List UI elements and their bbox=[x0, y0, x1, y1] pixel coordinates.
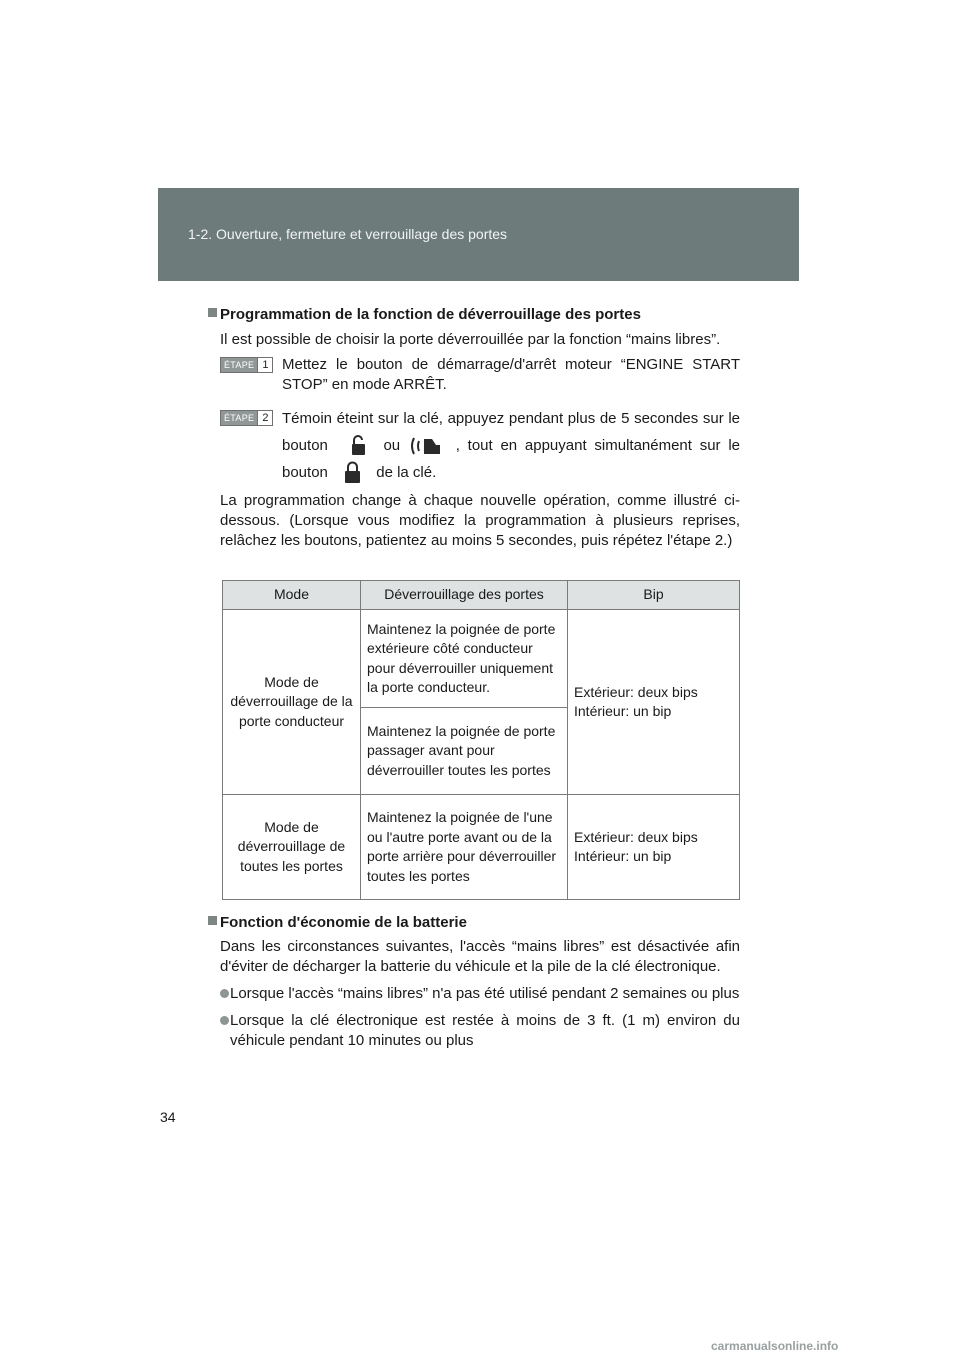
table-cell-unlock: Maintenez la poignée de l'une ou l'autre porte avant ou de la porte arrière pour déverrouiller toutes les portes bbox=[361, 795, 568, 900]
table-row bbox=[223, 795, 740, 900]
programming-note: La programmation change à chaque nouvelle opération, comme illustré ci-dessous. (Lorsque vous modifiez la programmation à plusieurs reprises, relâchez les boutons, patientez au moins 5 secondes, puis répétez l'étape 2.) bbox=[220, 492, 740, 550]
heading-square-icon bbox=[208, 916, 217, 925]
step-1 bbox=[208, 355, 740, 395]
step-badge-2: ÉTAPE 2 bbox=[220, 410, 273, 426]
watermark: carmanualsonline.info bbox=[711, 1339, 839, 1353]
table-cell-mode: Mode de déverrouillage de la porte conducteur bbox=[223, 610, 361, 795]
programming-section bbox=[208, 306, 740, 551]
table-row bbox=[223, 610, 740, 708]
unlock-mode-table bbox=[222, 580, 740, 900]
section-header bbox=[158, 188, 799, 281]
programming-intro: Il est possible de choisir la porte déverrouillée par la fonction “mains libres”. bbox=[220, 331, 721, 348]
step-badge-1: ÉTAPE 1 bbox=[220, 357, 273, 373]
table-cell-unlock: Maintenez la poignée de porte extérieure côté conducteur pour déverrouiller uniquement la porte conducteur. bbox=[361, 610, 568, 708]
list-item: Lorsque l'accès “mains libres” n'a pas été utilisé pendant 2 semaines ou plus bbox=[208, 984, 740, 1004]
table-cell-mode: Mode de déverrouillage de toutes les portes bbox=[223, 795, 361, 900]
table-cell-bip: Extérieur: deux bips Intérieur: un bip bbox=[568, 795, 740, 900]
step-1-text: Mettez le bouton de démarrage/d'arrêt moteur “ENGINE START STOP” en mode ARRÊT. bbox=[282, 356, 740, 393]
section-title: 1-2. Ouverture, fermeture et verrouillage des portes bbox=[188, 226, 508, 242]
lock-icon bbox=[332, 460, 372, 486]
programming-heading: Programmation de la fonction de déverrouillage des portes bbox=[208, 306, 740, 323]
table-cell-unlock: Maintenez la poignée de porte passager avant pour déverrouiller toutes les portes bbox=[361, 708, 568, 795]
battery-intro: Dans les circonstances suivantes, l'accès “mains libres” est désactivée afin d'éviter de décharger la batterie du véhicule et la pile de la clé électronique. bbox=[220, 938, 740, 975]
bullet-dot-icon bbox=[220, 989, 229, 998]
table-header-bip: Bip bbox=[568, 581, 740, 610]
bullet-dot-icon bbox=[220, 1016, 229, 1025]
battery-section bbox=[208, 914, 740, 1051]
battery-heading: Fonction d'économie de la batterie bbox=[208, 914, 740, 931]
trunk-icon bbox=[408, 433, 448, 459]
heading-square-icon bbox=[208, 308, 217, 317]
step-2: ÉTAPE 2 Témoin éteint sur la clé, appuyez pendant plus de 5 secondes sur le bouton ou , tout en appuyant simultanément sur le bouton de la clé. bbox=[208, 405, 740, 486]
page-number: 34 bbox=[160, 1109, 176, 1125]
table-header-mode: Mode bbox=[223, 581, 361, 610]
table-cell-bip: Extérieur: deux bips Intérieur: un bip bbox=[568, 610, 740, 795]
table-header-unlock: Déverrouillage des portes bbox=[361, 581, 568, 610]
table-header-row bbox=[223, 581, 740, 610]
unlock-icon bbox=[336, 433, 376, 459]
list-item: Lorsque la clé électronique est restée à moins de 3 ft. (1 m) environ du véhicule pendant 10 minutes ou plus bbox=[208, 1011, 740, 1051]
